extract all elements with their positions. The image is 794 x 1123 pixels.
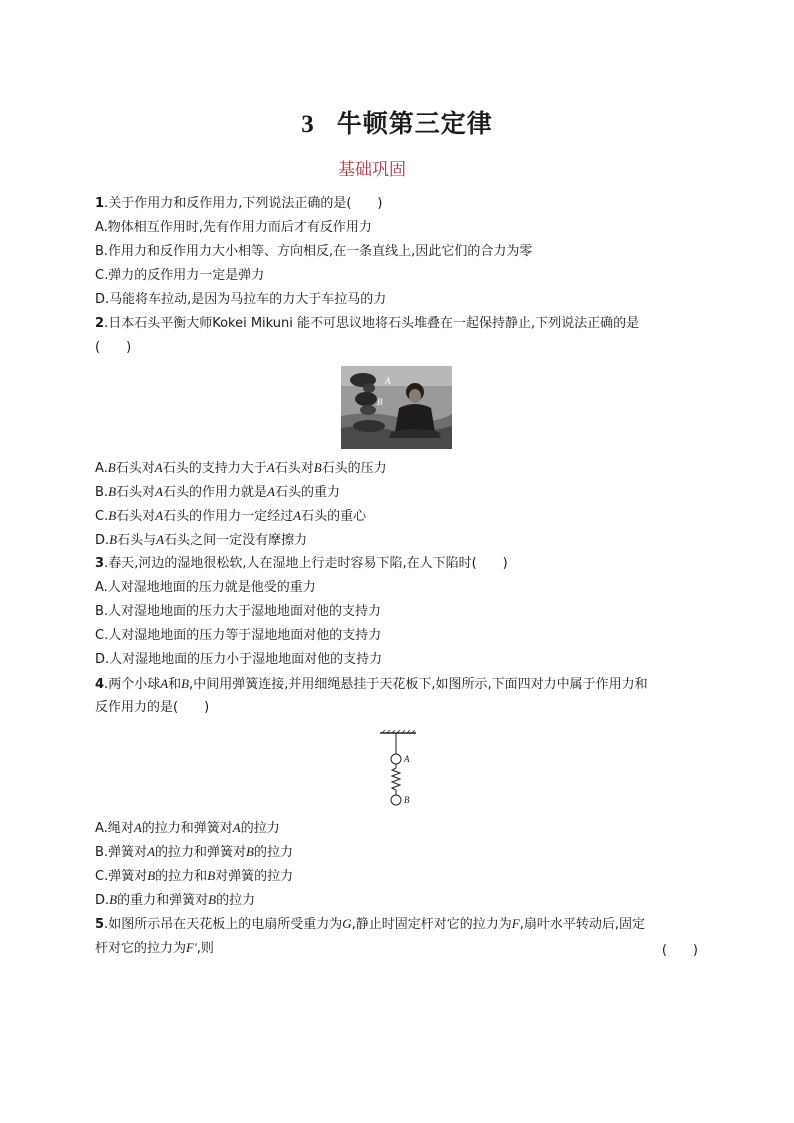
section-number: 3 — [301, 111, 315, 138]
q3-option-a: A.人对湿地地面的压力就是他受的重力 — [95, 580, 316, 595]
stone-balance-photo — [341, 366, 452, 449]
q4-option-c: C.弹簧对B的拉力和B对弹簧的拉力 — [95, 868, 294, 884]
page-title — [0, 104, 794, 140]
q1-option-d: D.马能将车拉动,是因为马拉车的力大于车拉马的力 — [95, 292, 387, 307]
question-5-stem: 5.如图所示吊在天花板上的电扇所受重力为G,静止时固定杆对它的拉力为F,扇叶水平转动后,固定 — [95, 916, 645, 932]
q4-option-d: D.B的重力和弹簧对B的拉力 — [95, 892, 256, 908]
q1-option-b: B.作用力和反作用力大小相等、方向相反,在一条直线上,因此它们的合力为零 — [95, 244, 533, 259]
spring-ball-diagram — [378, 730, 418, 810]
question-5-stem-cont: 杆对它的拉力为F',则 — [95, 940, 214, 956]
title-text: 牛顿第三定律 — [336, 109, 493, 138]
q3-option-d: D.人对湿地地面的压力小于湿地地面对他的支持力 — [95, 652, 383, 667]
question-2-stem-cont: ( ) — [95, 340, 132, 355]
q2-option-a: A.B石头对A石头的支持力大于A石头对B石头的压力 — [95, 460, 387, 476]
label-b: B — [377, 397, 383, 407]
section-heading: 基础巩固 — [338, 160, 406, 180]
q1-option-a: A.物体相互作用时,先有作用力而后才有反作用力 — [95, 220, 372, 235]
question-2-stem: 2.日本石头平衡大师Kokei Mikuni 能不可思议地将石头堆叠在一起保持静止,下列说法正确的是 — [95, 316, 640, 331]
q3-option-c: C.人对湿地地面的压力等于湿地地面对他的支持力 — [95, 628, 382, 643]
question-1-stem: 1.关于作用力和反作用力,下列说法正确的是( ) — [95, 196, 383, 211]
q2-option-b: B.B石头对A石头的作用力就是A石头的重力 — [95, 484, 340, 500]
question-3-stem: 3.春天,河边的湿地很松软,人在湿地上行走时容易下陷,在人下陷时( ) — [95, 556, 508, 571]
q4-option-a: A.绳对A的拉力和弹簧对A的拉力 — [95, 820, 280, 836]
label-a: A — [385, 376, 391, 386]
q2-option-d: D.B石头与A石头之间一定没有摩擦力 — [95, 532, 308, 548]
q3-option-b: B.人对湿地地面的压力大于湿地地面对他的支持力 — [95, 604, 382, 619]
question-4-stem-cont: 反作用力的是( ) — [95, 700, 210, 715]
answer-parentheses: ( ) — [661, 943, 698, 958]
q2-option-c: C.B石头对A石头的作用力一定经过A石头的重心 — [95, 508, 367, 524]
ball-b-label: B — [404, 795, 410, 805]
ball-a-label: A — [404, 754, 410, 764]
q4-option-b: B.弹簧对A的拉力和弹簧对B的拉力 — [95, 844, 293, 860]
q1-option-c: C.弹力的反作用力一定是弹力 — [95, 268, 265, 283]
question-4-stem: 4.两个小球A和B,中间用弹簧连接,并用细绳悬挂于天花板下,如图所示,下面四对力中属于作用力和 — [95, 676, 648, 692]
